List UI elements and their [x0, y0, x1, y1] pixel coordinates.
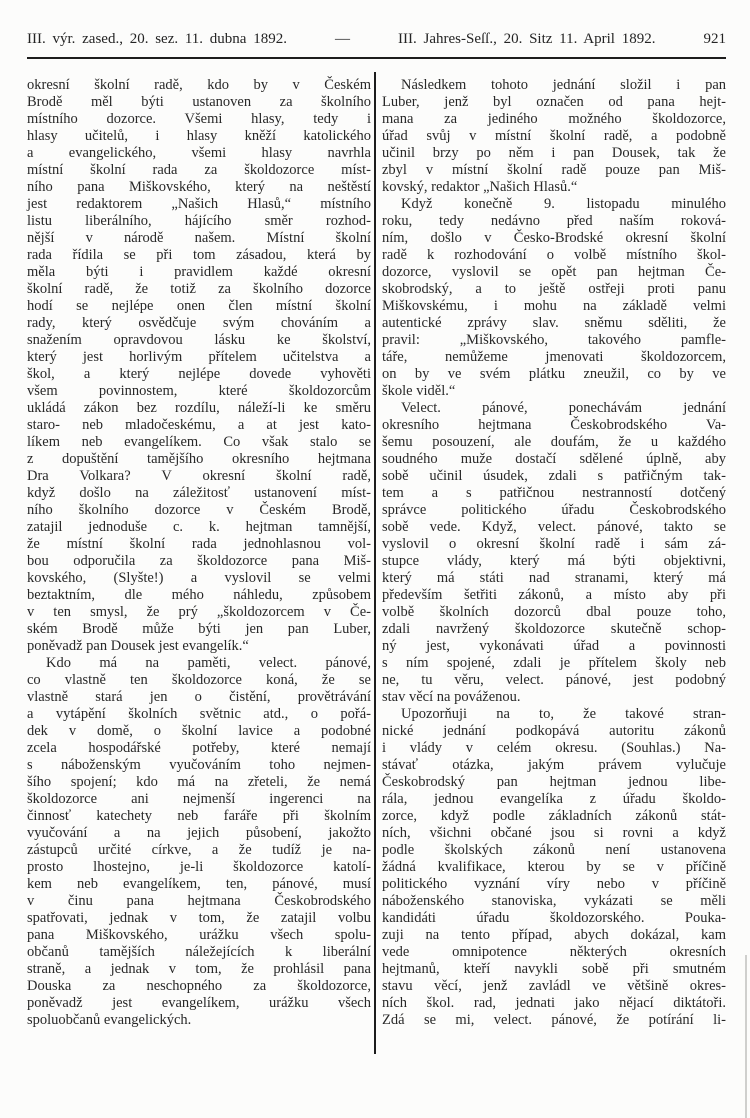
text-line: v ten smysl, že prý „školdozorcem v Če-	[27, 604, 371, 620]
text-line: podle školských zákonů není ustanovena	[382, 842, 726, 858]
text-line: místní školní rada za školdozorce míst-	[27, 162, 371, 178]
text-line: ního školního dozorce v Českém Brodě,	[27, 502, 371, 518]
text-line: okresní školní radě, kdo by v Českém	[27, 77, 371, 93]
text-line: Kdo má na paměti, velect. pánové,	[46, 655, 371, 671]
text-line: poněvadž jest evangelíkem, urážku všech	[27, 995, 371, 1011]
text-line: vyslovil o okresní školní radě i sám zá-	[382, 536, 726, 552]
text-line: náboženského stanoviska, vykázati se měli	[382, 893, 726, 909]
text-line: že místní školní rada jednohlasnou vol-	[27, 536, 371, 552]
text-line: zatajil jednoduše c. k. hejtman tamnější,	[27, 519, 371, 535]
text-line: radě k rozhodování o volbě místního škol-	[382, 247, 726, 263]
text-line: rada řídila se při tom zásadou, která by	[27, 247, 371, 263]
text-line: když došlo na záležitosť ustanovení míst-	[27, 485, 371, 501]
text-line: okresního hejtmana Českobrodského Va-	[382, 417, 726, 433]
text-line: kovského, (Slyšte!) a vyslovil se velmi	[27, 570, 371, 586]
text-line: líkem neb evangelíkem. Co však stalo se	[27, 434, 371, 450]
paragraph	[382, 77, 726, 196]
text-line: kovský, redaktor „Našich Hlasů.“	[382, 179, 578, 195]
text-line: ních, všichni občané jsou si rovni a když	[382, 825, 726, 841]
paragraph	[382, 706, 726, 1029]
text-line: dozorce, vyslovil se opět pan hejtman Če-	[382, 264, 726, 280]
text-line: nější v národě našem. Místní školní	[27, 230, 371, 246]
text-line: sobě učinil úsudek, zdali s patřičným tak-	[382, 468, 726, 484]
text-line: zdali navržený školdozorce skutečně schop-	[382, 621, 726, 637]
text-line: i vlády v celém okresu. (Souhlas.) Na-	[382, 740, 726, 756]
text-line: Luber, jenž byl označen od pana hejt-	[382, 94, 726, 110]
text-line: pravil: „Miškovského, takového pamfle-	[382, 332, 726, 348]
text-line: hejtmanů, kteří navykli sobě při smutném	[382, 961, 726, 977]
text-line: rála, jednou evangelíka z úřadu školdo-	[382, 791, 726, 807]
text-line: sobě vede. Když, velect. pánové, takto se	[382, 519, 726, 535]
text-line: učinil brzy po něm i pan Dousek, tak že	[382, 145, 726, 161]
text-line: on by ve svém plátku zneužil, co by ve	[382, 366, 726, 382]
text-line: Zdá se mi, velect. pánové, že potírání li-	[382, 1012, 726, 1028]
text-line: zuji na tento případ, abych dokázal, kam	[382, 927, 726, 943]
text-line: kem neb evangelíkem, ten, pánové, musí	[27, 876, 371, 892]
column-right	[382, 77, 726, 1054]
text-line: s náboženským vyučováním toho nejmen-	[27, 757, 371, 773]
text-line: pana Miškovského, urážku všech spolu-	[27, 927, 371, 943]
text-line: zorce, když podle základních zákonů stát-	[382, 808, 726, 824]
text-line: ním, došlo v Česko-Brodské okresní školní	[382, 230, 726, 246]
text-block	[27, 77, 726, 1054]
text-line: stupce vlády, který má býti objektivni,	[382, 553, 726, 569]
text-line: jest redaktorem „Našich Hlasů,“ místního	[27, 196, 371, 212]
text-line: ukládá zákon bez rozdílu, náleží-li ke směru	[27, 400, 371, 416]
text-line: Následkem tohoto jednání složil i pan	[401, 77, 726, 93]
text-line: prosto lhostejno, je-li školdozorce katolí-	[27, 859, 371, 875]
header-rule	[27, 57, 726, 59]
text-line: mana za jediného možného školdozorce,	[382, 111, 726, 127]
text-line: snažením opravdovou lásku ke školství,	[27, 332, 371, 348]
text-line: kandidáti úřadu školdozorského. Pouka-	[382, 910, 726, 926]
text-line: hodí se nejlépe onen člen místní školní	[27, 298, 371, 314]
text-line: spoluobčanů evangelických.	[27, 1012, 192, 1028]
text-line: který jest horlivým přítelem učitelstva a	[27, 349, 371, 365]
text-line: táře, nemůžeme jmenovati školdozorcem,	[382, 349, 726, 365]
text-line: spatřovati, jednak v tom, že zatajil volbu	[27, 910, 371, 926]
text-line: Velect. pánové, ponechávám jednání	[401, 400, 726, 416]
text-line: nické jednání podkopává autoritu zákonů	[382, 723, 726, 739]
text-line: občanů tamějších náležejících k liberální	[27, 944, 371, 960]
text-line: zbyl v místní školní radě pouze pan Miš-	[382, 162, 726, 178]
text-line: co vlastně ten školdozorce koná, že se	[27, 672, 371, 688]
paragraph	[382, 400, 726, 706]
text-line: ském Brodě může býti jen pan Luber,	[27, 621, 371, 637]
text-line: školdozorce ani nejmenší ingerenci na	[27, 791, 371, 807]
text-line: Brodě měl býti ustanoven za školního	[27, 94, 371, 110]
text-line: úřad svůj v místní školní radě, a podobně	[382, 128, 726, 144]
text-line: a vytápění školních světnic atd., o pořá-	[27, 706, 371, 722]
text-line: zástupců určité církve, a že tudíž je na-	[27, 842, 371, 858]
text-line: Upozorňuji na to, že takové stran-	[401, 706, 726, 722]
text-line: zcela hospodářské potřeby, které nemají	[27, 740, 371, 756]
text-line: listu liberálního, hájícího směr rozhod-	[27, 213, 371, 229]
text-line: měla býti i pravidlem každé okresní	[27, 264, 371, 280]
text-line: škol, a který nejlépe dovede vyhověti	[27, 366, 371, 382]
text-line: především šetřiti zákonů, a místo aby při	[382, 587, 726, 603]
text-line: volbě školních dozorců dbal pouze toho,	[382, 604, 726, 620]
text-line: autentické zprávy slav. sněmu sděliti, že	[382, 315, 726, 331]
text-line: soudného muže dostačí sdělené úplně, aby	[382, 451, 726, 467]
text-line: škole viděl.“	[382, 383, 456, 399]
text-line: šího spojení; kdo má na zřeteli, že nemá	[27, 774, 371, 790]
text-line: roku, tedy nedávno před naším roková-	[382, 213, 726, 229]
text-line: beztaktním, dle mého náhledu, způsobem	[27, 587, 371, 603]
text-line: a evangelického, všemi hlasy navrhla	[27, 145, 371, 161]
text-line: stávať otázka, jakým právem vylučuje	[382, 757, 726, 773]
text-line: správce politického úřadu Českobrodského	[382, 502, 726, 518]
text-line: v činu pana hejtmana Českobrodského	[27, 893, 371, 909]
text-line: činnosť katechety neb faráře při školním	[27, 808, 371, 824]
text-line: vede omnipotence některých okresních	[382, 944, 726, 960]
text-line: s ním spojené, zdali je přítelem školy neb	[382, 655, 726, 671]
text-line: stavu věcí, jenž zavládl ve většině okres-	[382, 978, 726, 994]
text-line: vlastně stará jen o čistění, provětrávání	[27, 689, 371, 705]
page-header	[27, 28, 726, 50]
text-line: tem a s patřičnou nestranností dotčený	[382, 485, 726, 501]
column-left	[27, 77, 371, 1054]
text-line: hlasy učitelů, i hlasy kněží katolického	[27, 128, 371, 144]
paragraph	[382, 196, 726, 400]
text-line: poněvadž pan Dousek jest evangelík.“	[27, 638, 249, 654]
paragraph	[27, 77, 371, 655]
paragraph	[27, 655, 371, 1029]
page-number: 921	[703, 31, 726, 47]
text-line: místního dozorce. Všemi hlasy, tedy i	[27, 111, 371, 127]
text-line: rady, který osvědčuje svým chováním a	[27, 315, 371, 331]
text-line: straně, a jednak v tom, že prohlásil pana	[27, 961, 371, 977]
text-line: ních škol. rad, jednati jako nějací diktátoři.	[382, 995, 726, 1011]
text-line: Když konečně 9. listopadu minulého	[401, 196, 726, 212]
text-line: Miškovskému, i mohu na základě velmi	[382, 298, 726, 314]
header-session-german: III. Jahres-Seſſ., 20. Sitz 11. April 1892.	[398, 31, 656, 47]
text-line: Douska za neschopného za školdozorce,	[27, 978, 371, 994]
text-line: žádná kvalifikace, kterou by se v příčině	[382, 859, 726, 875]
text-line: šemu posouzení, ale doufám, že u každého	[382, 434, 726, 450]
text-line: politického vyznání víry nebo v příčině	[382, 876, 726, 892]
header-separator-dash: —	[335, 31, 350, 47]
text-line: který má státi nad stranami, který má	[382, 570, 726, 586]
text-line: z dopuštění tamějšího okresního hejtmana	[27, 451, 371, 467]
text-line: stav věcí na pováženou.	[382, 689, 521, 705]
text-line: Dra Volkara? V okresní školní radě,	[27, 468, 371, 484]
scan-edge-artifact	[745, 955, 747, 1118]
header-session-czech: III. výr. zased., 20. sez. 11. dubna 1892.	[27, 31, 287, 47]
text-line: dek v domě, o školní lavice a podobné	[27, 723, 371, 739]
text-line: skobrodský, a to ještě ostřeji proti panu	[382, 281, 726, 297]
text-line: školní radě, že totiž za školního dozorce	[27, 281, 371, 297]
text-line: bou odporučila za školdozorce pana Miš-	[27, 553, 371, 569]
text-line: Českobrodský pan hejtman jednou libe-	[382, 774, 726, 790]
text-line: všem povinnostem, které školdozorcům	[27, 383, 371, 399]
text-line: ne, tu věru, velect. pánové, jest podobný	[382, 672, 726, 688]
text-line: vyučování a na jejich působení, jakožto	[27, 825, 371, 841]
column-divider-rule	[374, 72, 376, 1054]
text-line: ního pana Miškovského, který na neštěstí	[27, 179, 371, 195]
text-line: staro- neb mladočeskému, a at jest kato-	[27, 417, 371, 433]
text-line: ný jest, vykonávati úřad a povinnosti	[382, 638, 726, 654]
